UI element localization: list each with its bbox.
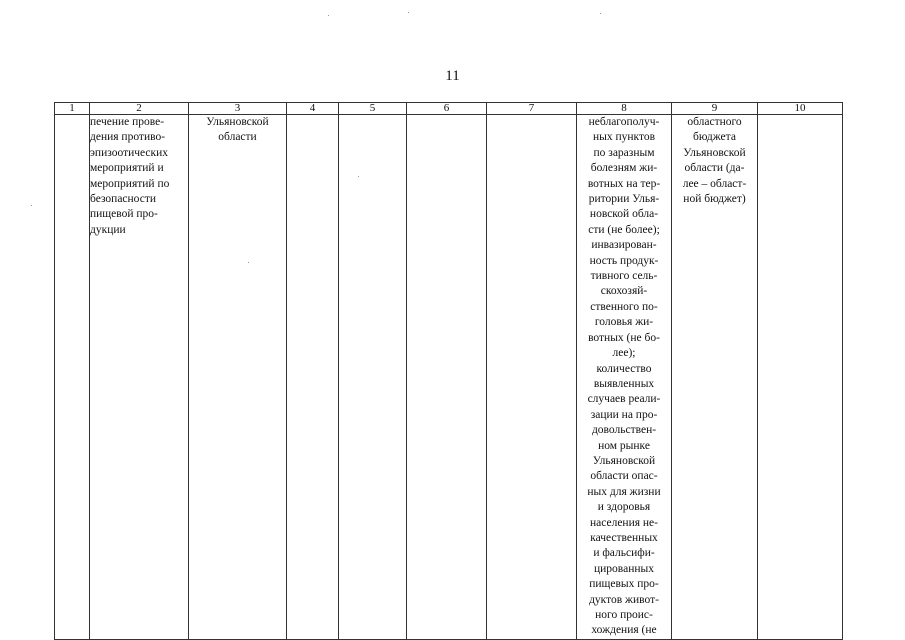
- header-cell-1: 1: [55, 103, 90, 115]
- cell-col9-funding-source: областного бюджета Ульяновской области (да- лее – област- ной бюджет): [672, 115, 758, 640]
- table-row: [55, 115, 843, 640]
- cell-col2-event-description: печение прове- дения противо- эпизоотических мероприятий и мероприятий по безопасности пищевой про- дукции: [90, 115, 189, 640]
- header-cell-3: 3: [189, 103, 287, 115]
- cell-col8-indicators: неблагополуч- ных пунктов по заразным болезням жи- вотных на тер- ритории Улья- новской обла- сти (не более); инвазирован- ность продук- тивного сель- скохозяй- ственного по- головья жи- вотных (не бо- лее); количество выявленных случаев реали- зации на про- довольствен- ном рынке Ульяновской области опас- ных для жизни и здоровья населения не- качественных и фальсифи- цированных пищевых про- дуктов живот- ного проис- хождения (не: [577, 115, 672, 640]
- cell-col10: [758, 115, 843, 640]
- cell-col3-region: Ульяновской области: [189, 115, 287, 640]
- header-cell-7: 7: [487, 103, 577, 115]
- cell-col1: [55, 115, 90, 640]
- cell-col4: [287, 115, 339, 640]
- program-table: [54, 102, 843, 640]
- cell-col7: [487, 115, 577, 640]
- scan-speck: [328, 15, 329, 16]
- cell-col5: [339, 115, 407, 640]
- cell-col6: [407, 115, 487, 640]
- header-cell-8: 8: [577, 103, 672, 115]
- header-row: [55, 103, 843, 115]
- scan-speck: [248, 262, 249, 263]
- header-cell-5: 5: [339, 103, 407, 115]
- page-number: 11: [445, 68, 460, 84]
- header-cell-4: 4: [287, 103, 339, 115]
- header-cell-2: 2: [90, 103, 189, 115]
- scan-speck: [600, 13, 601, 14]
- header-cell-10: 10: [758, 103, 843, 115]
- header-cell-6: 6: [407, 103, 487, 115]
- scan-speck: [358, 176, 359, 177]
- scan-speck: [408, 12, 409, 13]
- scan-speck: [31, 205, 32, 206]
- header-cell-9: 9: [672, 103, 758, 115]
